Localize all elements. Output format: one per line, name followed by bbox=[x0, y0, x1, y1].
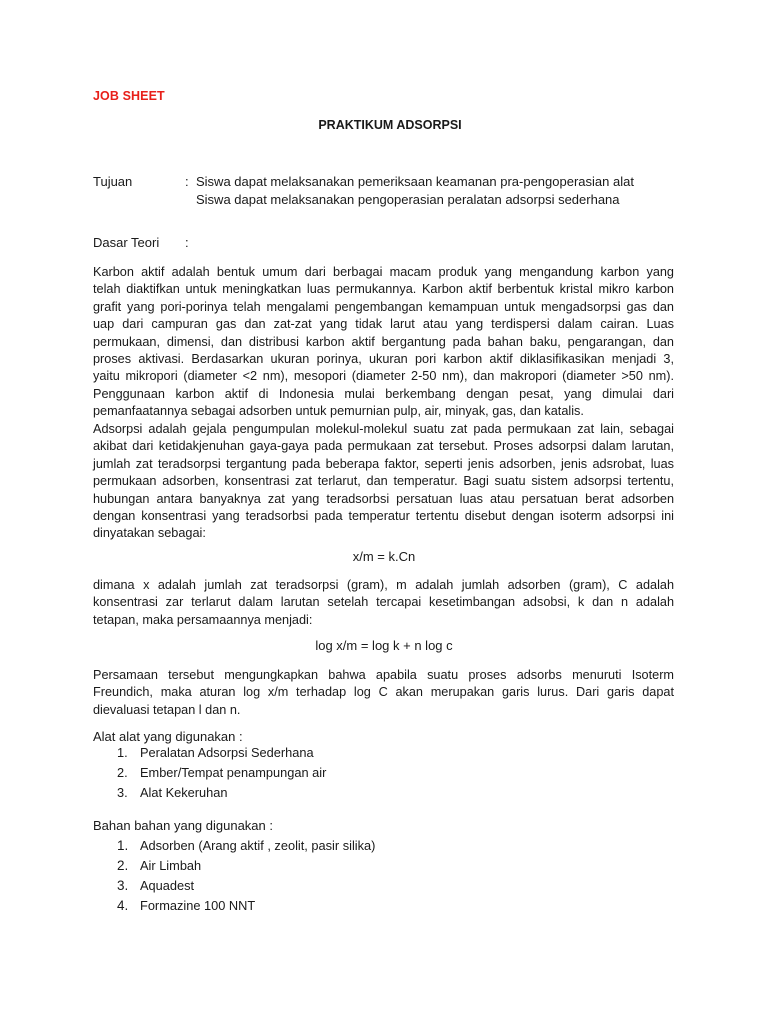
list-text: Alat Kekeruhan bbox=[140, 785, 228, 800]
paragraph-line: uap dari campuran gas dan zat-zat yang tidak larut atau yang terdispersi dalam cairan. Luas bbox=[93, 317, 674, 332]
paragraph-line: dinyatakan sebagai: bbox=[93, 526, 206, 541]
paragraph-line: proses aktivasi. Berdasarkan ukuran porinya, ukuran pori karbon aktif diklasifikasikan menjadi 3, bbox=[93, 352, 674, 367]
paragraph-keterangan bbox=[93, 577, 674, 629]
paragraph-line: grafit yang pori-porinya telah mengalami pengembangan kemampuan untuk mengadsorpsi gas dan bbox=[93, 299, 674, 314]
formula-log: log x/m = log k + n log c bbox=[315, 638, 453, 653]
list-text: Aquadest bbox=[140, 878, 195, 893]
paragraph-line: jumlah zat teradsorpsi tergantung pada beberapa faktor, seperti jenis adsorben, jenis adsrobat, luas bbox=[93, 456, 674, 471]
dasar-teori-label: Dasar Teori bbox=[93, 235, 160, 250]
list-text: Adsorben (Arang aktif , zeolit, pasir silika) bbox=[140, 838, 376, 853]
tujuan-lines bbox=[196, 173, 634, 209]
paragraph-line: permukaan, dimensi, dan distribusi karbon aktif bergantung pada bahan baku, pengarangan, dan bbox=[93, 334, 674, 349]
list-text: Formazine 100 NNT bbox=[140, 898, 256, 913]
paragraph-line: Persamaan tersebut mengungkapkan bahwa apabila suatu proses adsorbs menuruti Isoterm bbox=[93, 668, 674, 682]
dasar-teori-colon: : bbox=[185, 235, 189, 250]
list-number: 1. bbox=[117, 745, 128, 760]
job-sheet-label: JOB SHEET bbox=[93, 89, 165, 103]
paragraph-line: hubungan antara banyaknya zat yang teradsorbsi persatuan luas atau persatuan berat adsorben bbox=[93, 491, 674, 506]
list-number: 4. bbox=[117, 898, 129, 913]
list-number: 3. bbox=[117, 878, 129, 893]
page-title: PRAKTIKUM ADSORPSI bbox=[318, 118, 462, 132]
paragraph-adsorpsi bbox=[93, 421, 674, 543]
tujuan-line-2: Siswa dapat melaksanakan pengoperasian peralatan adsorpsi sederhana bbox=[196, 192, 620, 207]
list-number: 2. bbox=[117, 765, 128, 780]
paragraph-line: Karbon aktif adalah bentuk umum dari berbagai macam produk yang mengandung karbon yang bbox=[93, 265, 674, 279]
list-number: 1. bbox=[117, 838, 129, 853]
paragraph-line: dievaluasi tetapan l dan n. bbox=[93, 702, 241, 717]
alat-title: Alat alat yang digunakan : bbox=[93, 729, 243, 744]
list-number: 3. bbox=[117, 785, 128, 800]
tujuan-colon: : bbox=[185, 174, 189, 189]
paragraph-line: telah diaktifkan untuk meningkatkan luas permukannya. Karbon aktif berbentuk kristal mikro karbon bbox=[93, 282, 674, 297]
paragraph-line: dengan konsentrasi yang teradsorbsi pada temperatur tertentu disebut dengan isoterm adsorpsi ini bbox=[93, 509, 674, 524]
paragraph-line: pemanfaatannya sebagai adsorben untuk pemurnian pulp, air, minyak, gas, dan katalis. bbox=[93, 404, 584, 419]
paragraph-line: akibat dari ketidakjenuhan gaya-gaya pada permukaan zat tersebut. Proses adsorpsi dalam larutan, bbox=[93, 439, 674, 454]
paragraph-line: Freundich, maka aturan log x/m terhadap log C akan merupakan garis lurus. Dari garis dapat bbox=[93, 685, 674, 700]
tujuan-label: Tujuan bbox=[93, 174, 133, 189]
formula-isoterm: x/m = k.Cn bbox=[352, 549, 416, 564]
tujuan-line-1: Siswa dapat melaksanakan pemeriksaan keamanan pra-pengoperasian alat bbox=[196, 174, 634, 189]
paragraph-line: permukaan adsorben, konsentrasi zat terlarut, dan temperatur. Bagi suatu sistem adsorpsi tertentu, bbox=[93, 474, 674, 489]
list-text: Peralatan Adsorpsi Sederhana bbox=[140, 745, 314, 760]
list-text: Air Limbah bbox=[140, 858, 202, 873]
paragraph-freundich bbox=[93, 667, 674, 719]
paragraph-line: konsentrasi zar terlarut dalam larutan setelah tercapai kesetimbangan adsobsi, k dan n adalah bbox=[93, 595, 674, 610]
list-number: 2. bbox=[117, 858, 129, 873]
bahan-title: Bahan bahan yang digunakan : bbox=[93, 818, 273, 833]
paragraph-line: dimana x adalah jumlah zat teradsorpsi (gram), m adalah jumlah adsorben (gram), C adalah bbox=[93, 578, 674, 592]
paragraph-line: yaitu mikropori (diameter <2 nm), mesopori (diameter 2-50 nm), dan makropori (diameter >50 nm). bbox=[93, 369, 674, 384]
paragraph-line: Adsorpsi adalah gejala pengumpulan molekul-molekul suatu zat pada permukaan zat lain, sebagai bbox=[93, 422, 674, 436]
paragraph-line: Penggunaan karbon aktif di Indonesia mulai berkembang dengan pesat, yang dimulai dari bbox=[93, 386, 674, 401]
paragraph-karbon-aktif bbox=[93, 264, 674, 421]
list-text: Ember/Tempat penampungan air bbox=[140, 765, 327, 780]
paragraph-line: tetapan, maka persamaannya menjadi: bbox=[93, 612, 313, 627]
